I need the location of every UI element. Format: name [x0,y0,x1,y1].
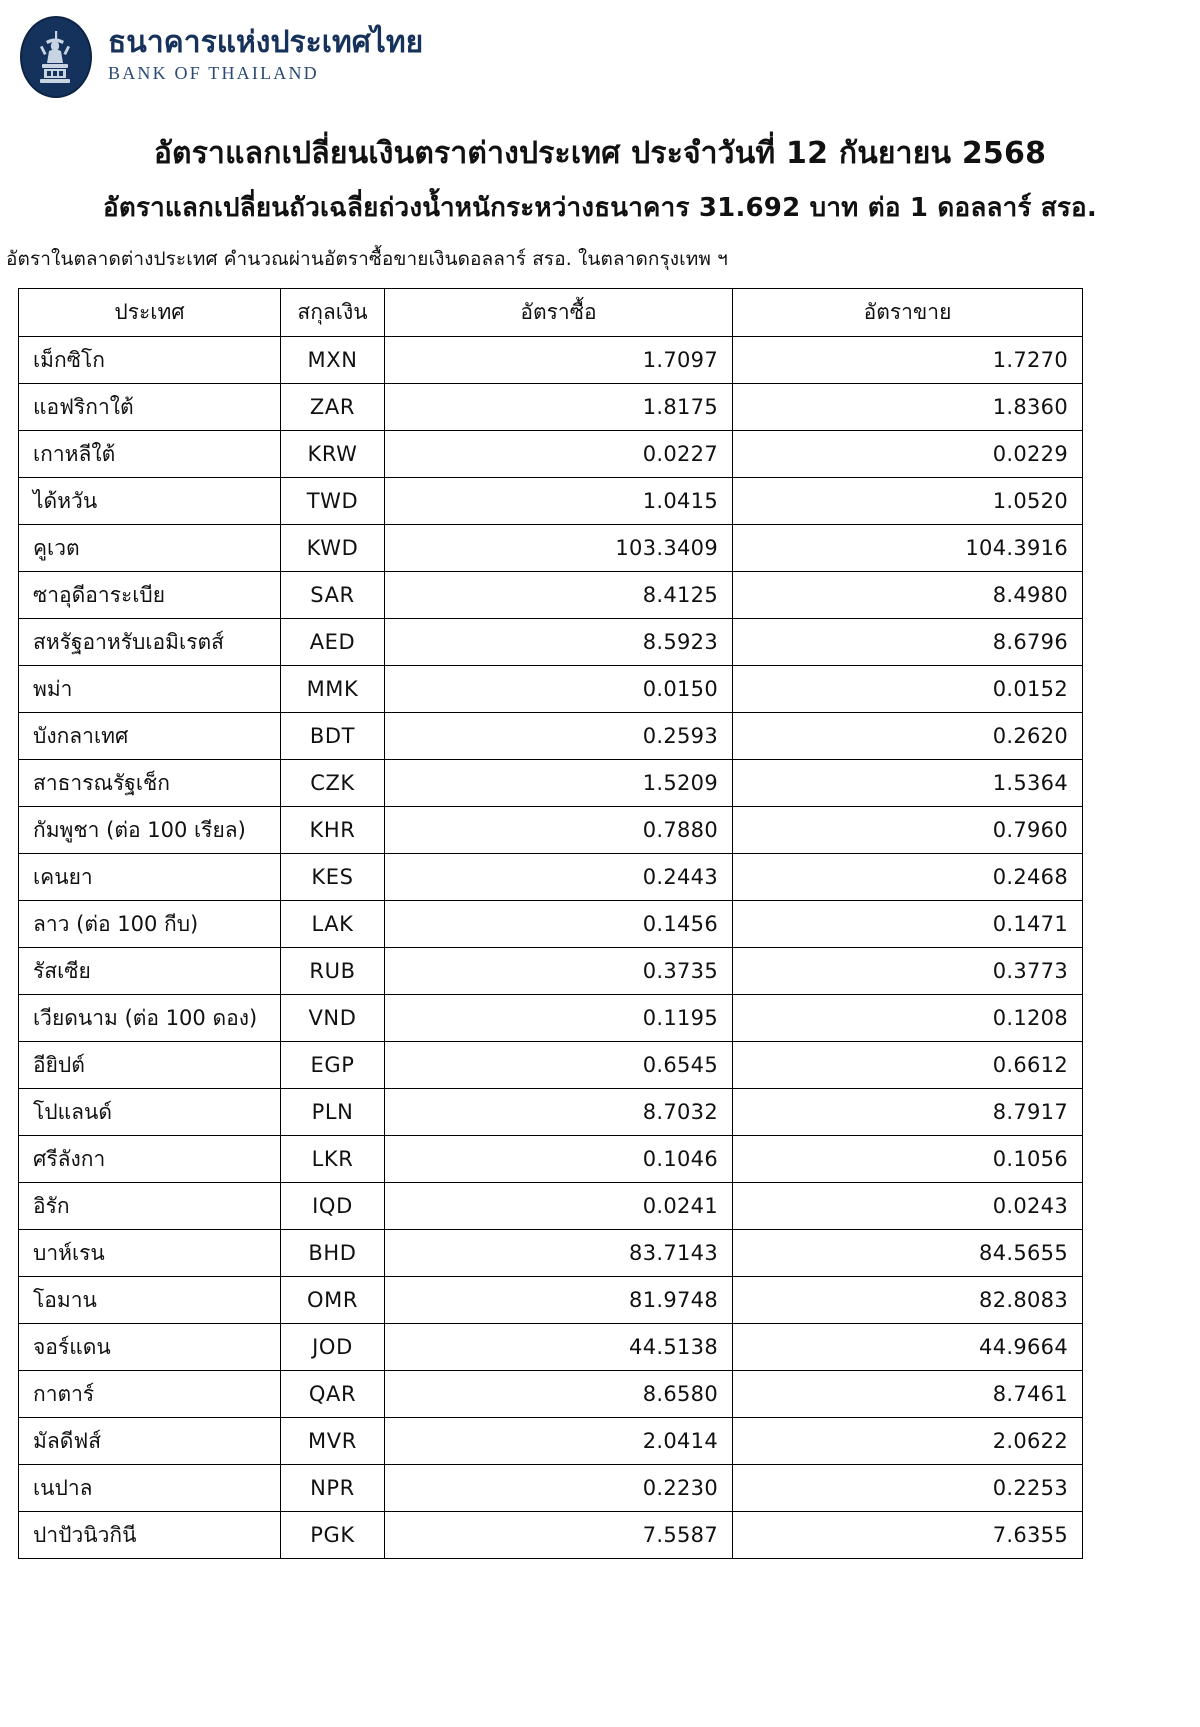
table-row [19,1183,1083,1230]
cell-sell-rate: 0.2253 [733,1465,1083,1512]
cell-country: กาตาร์ [19,1371,281,1418]
cell-country: แอฟริกาใต้ [19,384,281,431]
document-titles [0,130,1200,228]
cell-buy-rate: 1.5209 [385,760,733,807]
cell-sell-rate: 0.2468 [733,854,1083,901]
table-row [19,337,1083,384]
cell-country: ศรีลังกา [19,1136,281,1183]
cell-sell-rate: 0.1208 [733,995,1083,1042]
cell-buy-rate: 81.9748 [385,1277,733,1324]
cell-country: รัสเซีย [19,948,281,995]
cell-country: มัลดีฟส์ [19,1418,281,1465]
cell-country: พม่า [19,666,281,713]
cell-buy-rate: 103.3409 [385,525,733,572]
cell-currency-code: MVR [281,1418,385,1465]
cell-currency-code: ZAR [281,384,385,431]
cell-buy-rate: 0.2593 [385,713,733,760]
cell-currency-code: PGK [281,1512,385,1559]
cell-buy-rate: 1.7097 [385,337,733,384]
cell-currency-code: MMK [281,666,385,713]
cell-currency-code: MXN [281,337,385,384]
cell-country: กัมพูชา (ต่อ 100 เรียล) [19,807,281,854]
cell-buy-rate: 0.7880 [385,807,733,854]
table-row [19,901,1083,948]
cell-currency-code: IQD [281,1183,385,1230]
cell-buy-rate: 0.1456 [385,901,733,948]
cell-country: บังกลาเทศ [19,713,281,760]
cell-country: ได้หวัน [19,478,281,525]
table-row [19,1277,1083,1324]
table-row [19,1512,1083,1559]
cell-country: คูเวต [19,525,281,572]
cell-buy-rate: 0.1195 [385,995,733,1042]
column-header-buy-rate: อัตราซื้อ [385,289,733,337]
table-row [19,1371,1083,1418]
table-row [19,619,1083,666]
table-row [19,1418,1083,1465]
cell-country: โอมาน [19,1277,281,1324]
cell-country: จอร์แดน [19,1324,281,1371]
cell-buy-rate: 1.8175 [385,384,733,431]
cell-sell-rate: 7.6355 [733,1512,1083,1559]
cell-sell-rate: 8.6796 [733,619,1083,666]
cell-currency-code: JOD [281,1324,385,1371]
market-note: อัตราในตลาดต่างประเทศ คำนวณผ่านอัตราซื้อขายเงินดอลลาร์ สรอ. ในตลาดกรุงเทพ ฯ [6,248,728,270]
cell-currency-code: NPR [281,1465,385,1512]
cell-sell-rate: 0.0152 [733,666,1083,713]
cell-sell-rate: 8.4980 [733,572,1083,619]
table-row [19,1042,1083,1089]
cell-country: เม็กซิโก [19,337,281,384]
table-row [19,995,1083,1042]
table-row [19,854,1083,901]
cell-currency-code: LAK [281,901,385,948]
cell-buy-rate: 0.2443 [385,854,733,901]
cell-buy-rate: 0.0227 [385,431,733,478]
cell-country: ปาปัวนิวกินี [19,1512,281,1559]
cell-sell-rate: 0.7960 [733,807,1083,854]
cell-buy-rate: 0.2230 [385,1465,733,1512]
bank-of-thailand-seal-icon [18,15,92,95]
cell-country: สาธารณรัฐเช็ก [19,760,281,807]
cell-country: อิรัก [19,1183,281,1230]
cell-sell-rate: 1.0520 [733,478,1083,525]
page-title: อัตราแลกเปลี่ยนเงินตราต่างประเทศ ประจำวันที่ 12 กันยายน 2568 [153,136,1047,171]
cell-sell-rate: 1.7270 [733,337,1083,384]
cell-currency-code: BDT [281,713,385,760]
table-row [19,572,1083,619]
bank-name-thai: ธนาคารแห่งประเทศไทย [108,25,424,60]
cell-currency-code: KHR [281,807,385,854]
cell-currency-code: PLN [281,1089,385,1136]
cell-sell-rate: 2.0622 [733,1418,1083,1465]
cell-sell-rate: 1.8360 [733,384,1083,431]
cell-buy-rate: 1.0415 [385,478,733,525]
cell-buy-rate: 0.1046 [385,1136,733,1183]
table-row [19,760,1083,807]
cell-buy-rate: 83.7143 [385,1230,733,1277]
cell-currency-code: TWD [281,478,385,525]
cell-sell-rate: 104.3916 [733,525,1083,572]
cell-currency-code: CZK [281,760,385,807]
column-header-sell-rate: อัตราขาย [733,289,1083,337]
cell-buy-rate: 0.0241 [385,1183,733,1230]
cell-country: เคนยา [19,854,281,901]
cell-currency-code: OMR [281,1277,385,1324]
cell-currency-code: RUB [281,948,385,995]
table-row [19,713,1083,760]
table-row [19,1230,1083,1277]
bank-name-english: BANK OF THAILAND [108,63,319,83]
cell-sell-rate: 82.8083 [733,1277,1083,1324]
cell-country: เนปาล [19,1465,281,1512]
cell-sell-rate: 0.1471 [733,901,1083,948]
table-header-row [19,289,1083,337]
cell-sell-rate: 8.7461 [733,1371,1083,1418]
cell-buy-rate: 8.6580 [385,1371,733,1418]
cell-sell-rate: 84.5655 [733,1230,1083,1277]
bank-header [0,0,1200,96]
cell-currency-code: EGP [281,1042,385,1089]
table-row [19,807,1083,854]
cell-sell-rate: 8.7917 [733,1089,1083,1136]
cell-currency-code: SAR [281,572,385,619]
cell-country: ลาว (ต่อ 100 กีบ) [19,901,281,948]
table-row [19,1089,1083,1136]
cell-sell-rate: 0.6612 [733,1042,1083,1089]
cell-country: สหรัฐอาหรับเอมิเรตส์ [19,619,281,666]
cell-buy-rate: 0.6545 [385,1042,733,1089]
table-row [19,384,1083,431]
table-row [19,525,1083,572]
cell-country: เกาหลีใต้ [19,431,281,478]
cell-currency-code: QAR [281,1371,385,1418]
table-row [19,948,1083,995]
cell-buy-rate: 0.3735 [385,948,733,995]
table-row [19,431,1083,478]
column-header-country: ประเทศ [19,289,281,337]
cell-country: ซาอุดีอาระเบีย [19,572,281,619]
cell-currency-code: LKR [281,1136,385,1183]
page-subtitle: อัตราแลกเปลี่ยนถัวเฉลี่ยถ่วงน้ำหนักระหว่างธนาคาร 31.692 บาท ต่อ 1 ดอลลาร์ สรอ. [103,193,1097,223]
cell-sell-rate: 0.1056 [733,1136,1083,1183]
exchange-rate-table-wrapper [18,288,1182,1559]
cell-currency-code: VND [281,995,385,1042]
cell-sell-rate: 0.3773 [733,948,1083,995]
cell-currency-code: KES [281,854,385,901]
cell-country: บาห์เรน [19,1230,281,1277]
table-body [19,337,1083,1559]
cell-buy-rate: 7.5587 [385,1512,733,1559]
cell-buy-rate: 8.7032 [385,1089,733,1136]
cell-buy-rate: 0.0150 [385,666,733,713]
cell-sell-rate: 44.9664 [733,1324,1083,1371]
cell-currency-code: KWD [281,525,385,572]
cell-currency-code: AED [281,619,385,666]
cell-sell-rate: 0.0243 [733,1183,1083,1230]
cell-sell-rate: 0.0229 [733,431,1083,478]
cell-sell-rate: 1.5364 [733,760,1083,807]
table-row [19,1324,1083,1371]
cell-buy-rate: 8.4125 [385,572,733,619]
cell-buy-rate: 8.5923 [385,619,733,666]
cell-currency-code: BHD [281,1230,385,1277]
exchange-rate-table [18,288,1083,1559]
cell-sell-rate: 0.2620 [733,713,1083,760]
cell-currency-code: KRW [281,431,385,478]
cell-buy-rate: 2.0414 [385,1418,733,1465]
cell-country: โปแลนด์ [19,1089,281,1136]
table-row [19,1465,1083,1512]
cell-buy-rate: 44.5138 [385,1324,733,1371]
cell-country: อียิปต์ [19,1042,281,1089]
column-header-currency: สกุลเงิน [281,289,385,337]
table-row [19,478,1083,525]
table-row [19,666,1083,713]
table-row [19,1136,1083,1183]
cell-country: เวียดนาม (ต่อ 100 ดอง) [19,995,281,1042]
